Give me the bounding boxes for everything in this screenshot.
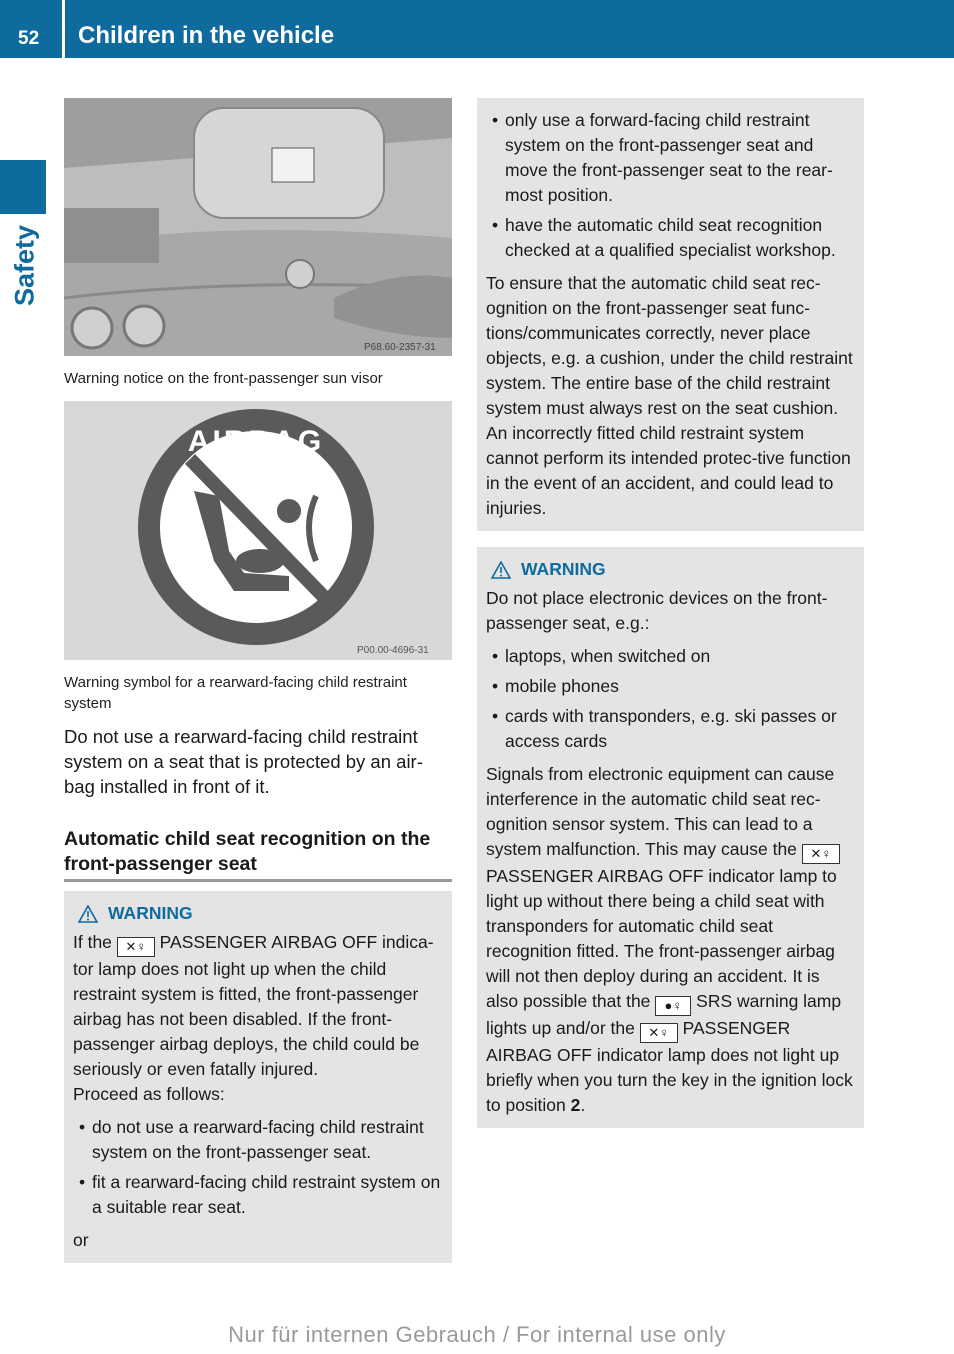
photo-code-2: P00.00-4696-31 [357, 645, 429, 656]
warning-triangle-icon [78, 905, 98, 923]
warning-box-1 [64, 891, 452, 1263]
side-tab-marker [0, 160, 46, 214]
warning-2-intro: Do not place electronic devices on the front-passenger seat, e.g.: [486, 588, 828, 633]
warning-title-2: WARNING [521, 559, 606, 579]
interference-paragraph [486, 762, 855, 1118]
side-tab-text: Safety [9, 224, 40, 307]
symbol-airbag-word: AIRBAG [187, 425, 325, 458]
airbag-warning-symbol [64, 401, 452, 660]
list-item: • do not use a rearward-facing child restraint system on the front-passenger seat. [73, 1115, 443, 1165]
photo-code-1: P68.60-2357-31 [364, 342, 436, 353]
warning-box-1-continued [477, 98, 864, 531]
internal-use-watermark: Nur für internen Gebrauch / For internal use only [228, 1322, 726, 1347]
page-header [0, 0, 954, 58]
or-text: or [73, 1230, 89, 1250]
right-column [477, 98, 864, 1128]
caption-sun-visor: Warning notice on the front-passenger sun visor [64, 370, 383, 387]
header-divider [62, 0, 65, 58]
side-tab-label [0, 214, 46, 314]
warning-1-intro-rest: PASSENGER AIRBAG OFF indica-tor lamp does not light up when the child restraint system is fitted, the front-passenger airbag has not been disabled. If the front-passenger airbag deploys, the child could be seriously or even fatally injured. [73, 932, 434, 1079]
warning-title-1: WARNING [108, 903, 193, 923]
interference-text-a: Signals from electronic equipment can cause interference in the automatic child seat rec-ognition sensor system. This can lead to a system malfunction. This may cause the [486, 764, 835, 859]
warning-heading-1 [73, 901, 443, 926]
interference-text-b: PASSENGER AIRBAG OFF indicator lamp to light up without there being a child seat with transponders for automatic child seat recognition fitted. The front-passenger airbag will not then deploy during an accident. It is also possible that the [486, 866, 837, 1011]
interference-text-c: SRS warning lamp lights up and/or the [486, 991, 842, 1038]
warning-heading-2 [486, 557, 855, 582]
warning-1-intro-start: If the [73, 932, 112, 952]
warning-1-intro [73, 930, 443, 1082]
list-item: • mobile phones [486, 674, 855, 699]
interference-text-d: PASSENGER AIRBAG OFF indicator lamp does not light up briefly when you turn the key in the ignition lock to position [486, 1018, 853, 1115]
sun-visor-photo [64, 98, 452, 356]
passenger-airbag-off-icon: ✕♀ [802, 844, 840, 864]
rearward-facing-instruction: Do not use a rearward-facing child restraint system on a seat that is protected by an air-bag installed in front of it. [64, 726, 423, 797]
list-item: • fit a rearward-facing child restraint system on a suitable rear seat. [73, 1170, 443, 1220]
passenger-airbag-off-icon: ✕♀ [640, 1023, 678, 1043]
list-item: • cards with transponders, e.g. ski passes or access cards [486, 704, 855, 754]
sentence-period: . [580, 1095, 586, 1115]
warning-box-2 [477, 547, 864, 1128]
page-number: 52 [18, 28, 40, 49]
list-item: • only use a forward-facing child restraint system on the front-passenger seat and move the front-passenger seat to the rear-most position. [486, 108, 855, 208]
passenger-airbag-off-icon: ✕♀ [117, 937, 155, 957]
seat-recognition-paragraph: To ensure that the automatic child seat rec-ognition on the front-passenger seat func-tions/communicates correctly, never place objects, e.g. a cushion, under the child restraint system. The entire base of the child restraint system must always rest on the seat cushion. An incorrectly fitted child restraint system cannot perform its intended protec-tive function in the event of an accident, and could lead to injuries. [486, 273, 853, 518]
continued-bullets [486, 108, 855, 263]
warning-2-bullets [486, 644, 855, 754]
warning-triangle-icon [491, 561, 511, 579]
caption-airbag-symbol: Warning symbol for a rearward-facing child restraint system [64, 674, 407, 712]
srs-warning-icon: ●♀ [655, 996, 691, 1016]
proceed-text: Proceed as follows: [73, 1084, 225, 1104]
warning-1-bullets [73, 1115, 443, 1220]
section-heading: Automatic child seat recognition on the front-passenger seat [64, 827, 452, 882]
left-column [64, 98, 452, 1263]
list-item: • laptops, when switched on [486, 644, 855, 669]
list-item: • have the automatic child seat recognition checked at a qualified specialist workshop. [486, 213, 855, 263]
ignition-position: 2 [570, 1095, 581, 1115]
chapter-title: Children in the vehicle [78, 22, 335, 49]
